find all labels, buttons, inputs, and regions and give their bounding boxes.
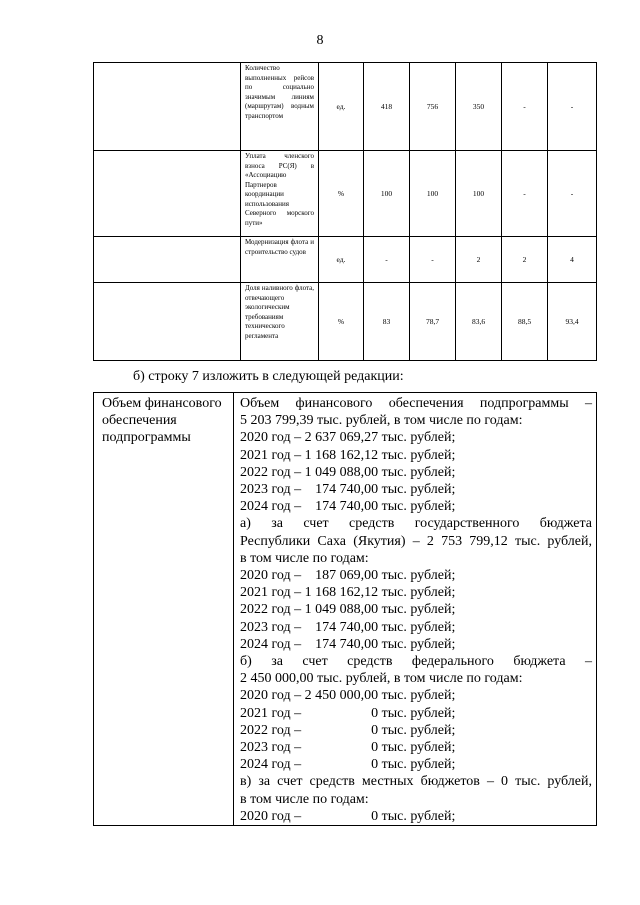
indicator-value: 83 [364, 283, 410, 361]
indicator-value: - [502, 151, 548, 237]
funding-line: Республики Саха (Якутия) – 2 753 799,12 тыс. рублей, [240, 533, 592, 549]
funding-year-line: 2020 год – 2 637 069,27 тыс. рублей; [240, 430, 456, 446]
indicator-unit: ед. [319, 237, 364, 283]
funding-year-line: 2021 год – 0 тыс. рублей; [240, 705, 456, 721]
funding-line: в) за счет средств местных бюджетов – 0 тыс. рублей, [240, 774, 592, 790]
indicators-table [93, 62, 597, 361]
funding-line: а) за счет средств государственного бюджета [240, 516, 592, 532]
funding-line: в том числе по годам: [240, 791, 369, 807]
indicator-value: 4 [548, 237, 597, 283]
funding-row [94, 393, 597, 826]
funding-label: Объем финансового обеспечения подпрограммы [94, 393, 234, 826]
indicator-value: 100 [364, 151, 410, 237]
table-row [94, 283, 597, 361]
funding-year-line: 2023 год – 0 тыс. рублей; [240, 740, 456, 756]
funding-year-line: 2020 год – 2 450 000,00 тыс. рублей; [240, 688, 456, 704]
funding-year-line: 2022 год – 0 тыс. рублей; [240, 722, 456, 738]
table-row [94, 237, 597, 283]
indicator-unit: % [319, 151, 364, 237]
table-row [94, 151, 597, 237]
funding-line: 2 450 000,00 тыс. рублей, в том числе по годам: [240, 671, 523, 687]
funding-year-line: 2022 год – 1 049 088,00 тыс. рублей; [240, 602, 456, 618]
empty-cell [94, 151, 241, 237]
indicator-value: 93,4 [548, 283, 597, 361]
indicator-value: 418 [364, 63, 410, 151]
empty-cell [94, 283, 241, 361]
indicator-value: 83,6 [456, 283, 502, 361]
indicator-value: 100 [410, 151, 456, 237]
funding-line: в том числе по годам: [240, 550, 369, 566]
funding-year-line: 2020 год – 187 069,00 тыс. рублей; [240, 568, 456, 584]
funding-year-line: 2021 год – 1 168 162,12 тыс. рублей; [240, 585, 456, 601]
indicator-value: 2 [502, 237, 548, 283]
indicator-name: Модернизация флота и строительство судов [241, 237, 319, 283]
page-number: 8 [316, 33, 324, 48]
indicator-value: 2 [456, 237, 502, 283]
funding-line: 5 203 799,39 тыс. рублей, в том числе по годам: [240, 413, 523, 429]
funding-year-line: 2022 год – 1 049 088,00 тыс. рублей; [240, 464, 456, 480]
funding-line: Объем финансового обеспечения подпрограммы – [240, 396, 592, 411]
indicator-value: 100 [456, 151, 502, 237]
indicator-value: 350 [456, 63, 502, 151]
indicator-value: 78,7 [410, 283, 456, 361]
funding-table [93, 392, 597, 826]
indicator-value: - [548, 151, 597, 237]
funding-year-line: 2024 год – 174 740,00 тыс. рублей; [240, 499, 456, 515]
funding-year-line: 2023 год – 174 740,00 тыс. рублей; [240, 482, 456, 498]
indicator-value: - [410, 237, 456, 283]
amendment-caption: б) строку 7 изложить в следующей редакции: [133, 369, 404, 384]
funding-body [234, 393, 597, 826]
indicator-unit: % [319, 283, 364, 361]
funding-year-line: 2024 год – 174 740,00 тыс. рублей; [240, 636, 456, 652]
funding-line: б) за счет средств федерального бюджета – [240, 654, 592, 670]
funding-year-line: 2023 год – 174 740,00 тыс. рублей; [240, 619, 456, 635]
empty-cell [94, 63, 241, 151]
indicator-name: Доля наливного флота, отвечающего экологическим требованиям технического регламента [241, 283, 319, 361]
indicator-value: - [548, 63, 597, 151]
table-row [94, 63, 597, 151]
indicator-value: 88,5 [502, 283, 548, 361]
empty-cell [94, 237, 241, 283]
indicator-name: Количество выполненных рейсов по социально значимым линиям (маршрутам) водным транспортом [241, 63, 319, 151]
funding-year-line: 2024 год – 0 тыс. рублей; [240, 757, 456, 773]
funding-year-line: 2020 год – 0 тыс. рублей; [240, 808, 456, 824]
indicator-unit: ед. [319, 63, 364, 151]
indicator-name: Уплата членского взноса РС(Я) в «Ассоциацию Партнеров координации использования Северного морского пути» [241, 151, 319, 237]
indicator-value: 756 [410, 63, 456, 151]
funding-year-line: 2021 год – 1 168 162,12 тыс. рублей; [240, 447, 456, 463]
indicator-value: - [364, 237, 410, 283]
indicator-value: - [502, 63, 548, 151]
